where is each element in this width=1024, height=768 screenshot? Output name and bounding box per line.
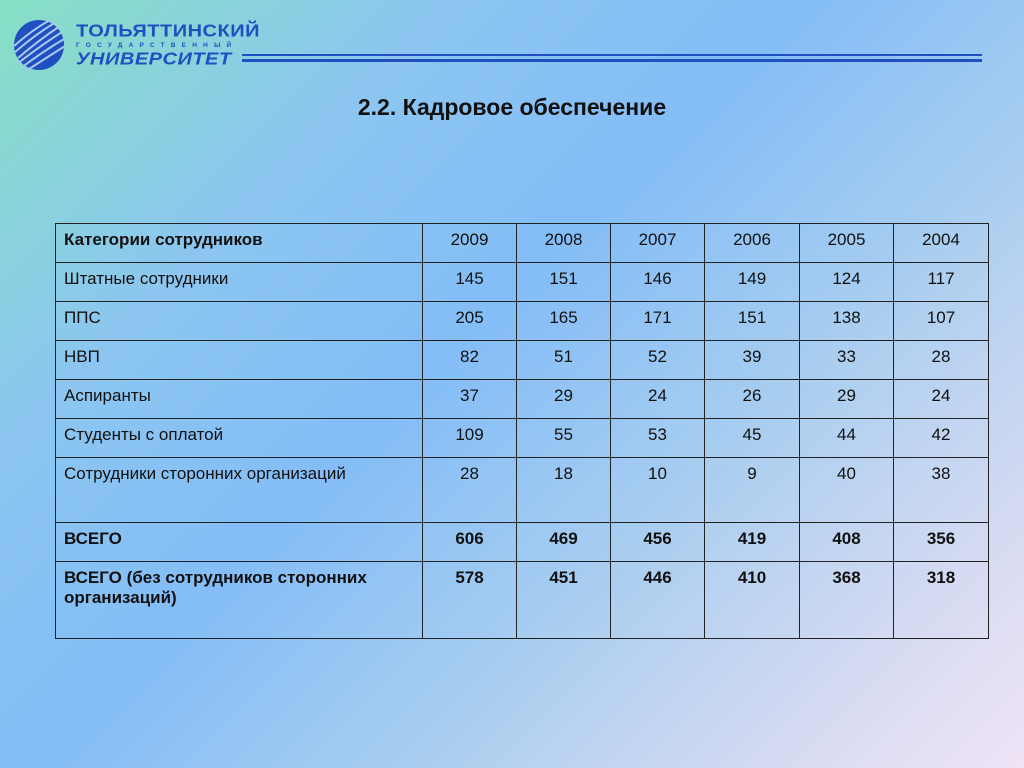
table-cell: 124 [800,263,894,302]
header-cell: 2007 [611,224,705,263]
table-cell: 410 [705,562,800,639]
table-cell: 24 [611,380,705,419]
table-cell: 419 [705,523,800,562]
header-cell: 2006 [705,224,800,263]
university-logo [12,18,982,70]
table-cell: 51 [517,341,611,380]
table-cell: 446 [611,562,705,639]
table-cell: 165 [517,302,611,341]
header-cell: Категории сотрудников [56,224,423,263]
table-cell: 29 [517,380,611,419]
logo-wordmark [76,22,260,70]
row-label: НВП [56,341,423,380]
table-cell: 45 [705,419,800,458]
table-cell: 145 [423,263,517,302]
total-row [56,562,989,639]
header-cell: 2004 [894,224,989,263]
table-row [56,380,989,419]
logo-line-3: УНИВЕРСИТЕТ [76,49,232,69]
logo-line-2: ГОСУДАРСТВЕННЫЙ [76,42,238,49]
slide-title: 2.2. Кадровое обеспечение [357,94,667,120]
table-row [56,263,989,302]
table-cell: 451 [517,562,611,639]
row-label: ВСЕГО (без сотрудников сторонних организаций) [56,562,423,639]
row-label: Студенты с оплатой [56,419,423,458]
table-cell: 53 [611,419,705,458]
table-cell: 151 [705,302,800,341]
header-rule [242,54,982,56]
table-cell: 33 [800,341,894,380]
table-cell: 138 [800,302,894,341]
table-cell: 456 [611,523,705,562]
table-cell: 24 [894,380,989,419]
table-cell: 52 [611,341,705,380]
header-cell: 2005 [800,224,894,263]
table-row [56,341,989,380]
row-label: ВСЕГО [56,523,423,562]
table-row [56,302,989,341]
table-cell: 171 [611,302,705,341]
table-cell: 151 [517,263,611,302]
table-cell: 107 [894,302,989,341]
table-cell: 9 [705,458,800,523]
table-cell: 578 [423,562,517,639]
header-rule [242,59,982,62]
header-cell: 2009 [423,224,517,263]
table-cell: 42 [894,419,989,458]
table-row [56,419,989,458]
table-cell: 28 [423,458,517,523]
table-cell: 39 [705,341,800,380]
logo-line-1: ТОЛЬЯТТИНСКИЙ [76,21,260,41]
table-cell: 146 [611,263,705,302]
table-cell: 26 [705,380,800,419]
table-cell: 368 [800,562,894,639]
table-cell: 38 [894,458,989,523]
total-row [56,523,989,562]
staff-table [55,223,989,639]
table-cell: 408 [800,523,894,562]
table-cell: 29 [800,380,894,419]
row-label: Штатные сотрудники [56,263,423,302]
table-cell: 356 [894,523,989,562]
table-cell: 205 [423,302,517,341]
table-cell: 149 [705,263,800,302]
globe-icon [12,18,66,72]
table-cell: 109 [423,419,517,458]
header-cell: 2008 [517,224,611,263]
table-cell: 82 [423,341,517,380]
table-header-row [56,224,989,263]
table-cell: 606 [423,523,517,562]
table-cell: 37 [423,380,517,419]
table-cell: 469 [517,523,611,562]
table-cell: 318 [894,562,989,639]
table-cell: 55 [517,419,611,458]
row-label: Аспиранты [56,380,423,419]
table-cell: 10 [611,458,705,523]
table-cell: 44 [800,419,894,458]
row-label: ППС [56,302,423,341]
table-cell: 40 [800,458,894,523]
row-label: Сотрудники сторонних организаций [56,458,423,523]
table-cell: 28 [894,341,989,380]
table-row [56,458,989,523]
table-cell: 18 [517,458,611,523]
table-cell: 117 [894,263,989,302]
